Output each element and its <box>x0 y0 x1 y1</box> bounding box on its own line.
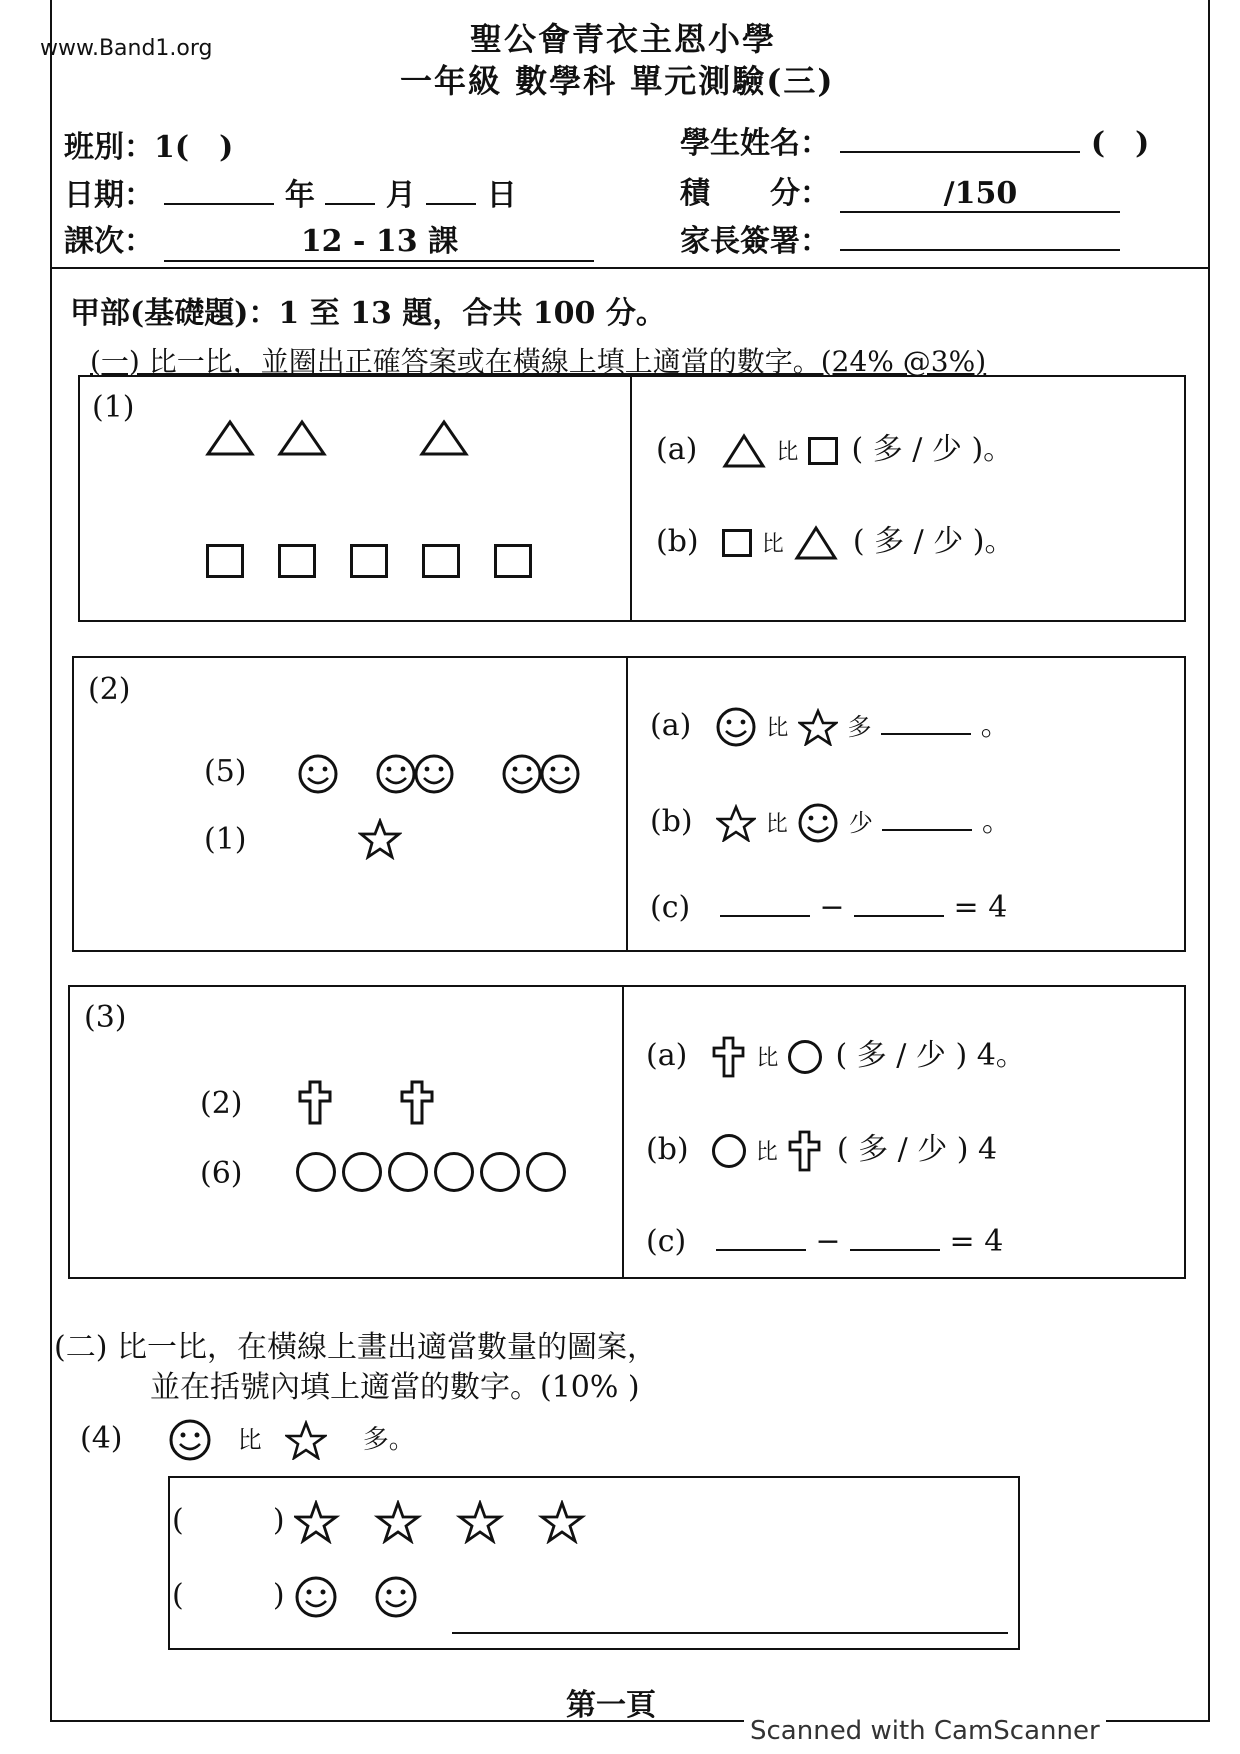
date-label: 日期： <box>64 178 154 213</box>
q2c-blank-2[interactable] <box>854 915 944 917</box>
triangle-icon <box>208 422 252 454</box>
q2b-less: 少 <box>848 809 873 837</box>
month-label: 月 <box>385 178 416 213</box>
q2b-compare: 比 <box>765 812 788 837</box>
star-icon <box>378 1503 418 1541</box>
parent-signature-label: 家長簽署： <box>680 224 830 259</box>
circle-icon <box>526 1152 566 1192</box>
star-icon <box>296 1503 336 1541</box>
student-number-paren: ( ) <box>1090 126 1150 161</box>
q2c-label: (c) <box>650 890 691 925</box>
q1-divider <box>630 376 632 621</box>
score-value: /150 <box>840 176 1120 213</box>
circle-icon <box>388 1152 428 1192</box>
cross-icon <box>711 1036 747 1078</box>
q1a-compare: 比 <box>776 440 799 465</box>
q2a-period: 。 <box>980 708 1011 743</box>
q1b-compare: 比 <box>761 532 784 557</box>
smiley-icon <box>416 756 452 792</box>
day-blank[interactable] <box>426 203 476 205</box>
q4-smiley-row <box>172 1574 424 1620</box>
q3a-compare: 比 <box>756 1046 779 1071</box>
square-icon <box>808 437 838 465</box>
square-icon <box>206 544 244 578</box>
q2a-compare: 比 <box>766 716 789 741</box>
q2c-blank-1[interactable] <box>720 915 810 917</box>
watermark: www.Band1.org <box>40 36 213 61</box>
cross-icon <box>402 1082 432 1123</box>
triangle-icon <box>280 422 324 454</box>
lesson-label: 課次： <box>64 224 154 259</box>
q2-number: (2) <box>88 672 131 707</box>
q4-compare: 比 <box>237 1426 262 1454</box>
q2a-row <box>650 700 1011 748</box>
square-icon <box>278 544 316 578</box>
q1b-row <box>656 516 1015 562</box>
smiley-icon <box>297 1578 335 1616</box>
square-icon <box>422 544 460 578</box>
part-a-heading: 甲部(基礎題)：1 至 13 題，合共 100 分。 <box>70 296 666 331</box>
q3-row2-count: (6) <box>200 1156 243 1191</box>
parent-signature-blank[interactable] <box>840 249 1120 251</box>
circle-icon <box>434 1152 474 1192</box>
q4-paren-close-1: ) <box>272 1503 285 1538</box>
q2c-minus: − <box>819 890 845 925</box>
q2b-blank[interactable] <box>882 829 972 831</box>
day-label: 日 <box>486 178 517 213</box>
q4-star-row <box>172 1500 594 1544</box>
month-blank[interactable] <box>325 203 375 205</box>
smiley-icon <box>715 706 757 748</box>
triangle-icon <box>422 422 466 454</box>
section1-heading: (一) 比一比，並圈出正確答案或在橫線上填上適當的數字。(24% @3%) <box>90 345 987 378</box>
q2a-more: 多 <box>847 713 872 741</box>
star-icon <box>716 804 756 842</box>
q1a-row <box>656 424 1013 470</box>
q4-paren-close-2: ) <box>272 1578 285 1613</box>
q3a-row <box>646 1030 1026 1078</box>
header-divider <box>50 267 1210 269</box>
q3-number: (3) <box>84 1000 127 1035</box>
q4-smileys <box>294 1574 424 1620</box>
page-number: 第一頁 <box>566 1688 656 1723</box>
student-row <box>680 118 1149 162</box>
q2a-blank[interactable] <box>881 733 971 735</box>
q3c-row <box>646 1224 1003 1259</box>
triangle-icon <box>793 524 839 562</box>
section2-heading-line1: (二) 比一比，在橫線上畫出適當數量的圖案， <box>54 1330 657 1365</box>
q2c-row <box>650 890 1007 925</box>
student-name-blank[interactable] <box>840 151 1080 153</box>
q3b-row <box>646 1124 997 1172</box>
q3b-compare: 比 <box>755 1140 778 1165</box>
lesson-value: 12 - 13 課 <box>164 216 594 262</box>
q4-prompt <box>80 1418 415 1462</box>
square-icon <box>350 544 388 578</box>
smiley-icon <box>300 756 336 792</box>
circle-icon <box>296 1152 336 1192</box>
q3b-label: (b) <box>646 1132 689 1167</box>
star-icon <box>358 818 402 860</box>
star-icon <box>460 1503 500 1541</box>
q3c-minus: − <box>815 1224 841 1259</box>
q2-box <box>72 656 1186 952</box>
q3-row1-count: (2) <box>200 1086 243 1121</box>
q3c-blank-2[interactable] <box>850 1249 940 1251</box>
school-name: 聖公會青衣主恩小學 <box>470 20 777 58</box>
cross-icon <box>300 1082 330 1123</box>
date-row <box>64 170 517 214</box>
camscanner-label: Scanned with CamScanner <box>744 1716 1106 1746</box>
q1a-label: (a) <box>656 432 698 467</box>
q2-smileys <box>296 752 606 798</box>
q4-paren-open-2: ( <box>172 1578 184 1613</box>
q4-number: (4) <box>80 1421 123 1456</box>
smiley-icon <box>542 756 578 792</box>
q1-number: (1) <box>92 390 135 425</box>
smiley-icon <box>168 1418 212 1462</box>
q1b-label: (b) <box>656 524 699 559</box>
section2-heading-line2: 並在括號內填上適當的數字。(10% ) <box>150 1370 640 1405</box>
student-label: 學生姓名： <box>680 126 830 161</box>
exam-title: 一年級 數學科 單元測驗(三) <box>400 62 835 100</box>
q1-box <box>78 375 1186 622</box>
q3c-blank-1[interactable] <box>716 1249 806 1251</box>
q3-divider <box>622 986 624 1278</box>
circle-icon <box>712 1134 746 1168</box>
q1b-options[interactable]: ( 多 / 少 )。 <box>852 524 1015 559</box>
lesson-row <box>64 216 594 262</box>
q4-paren-open-1: ( <box>172 1503 184 1538</box>
smiley-icon <box>504 756 540 792</box>
star-icon <box>285 1420 327 1460</box>
page-right-border <box>1208 0 1210 1720</box>
smiley-icon <box>378 756 414 792</box>
star-icon <box>542 1503 582 1541</box>
smiley-icon <box>797 802 839 844</box>
q3-crosses <box>296 1080 446 1126</box>
q3c-label: (c) <box>646 1224 687 1259</box>
q3b-options[interactable]: ( 多 / 少 ) 4 <box>836 1132 998 1167</box>
q2b-period: 。 <box>981 804 1012 839</box>
circle-icon <box>788 1040 822 1074</box>
score-row <box>680 168 1120 213</box>
cross-icon <box>787 1130 823 1172</box>
page-left-border <box>50 0 52 1720</box>
class-label: 班別：1( ) <box>64 130 234 165</box>
smiley-icon <box>377 1578 415 1616</box>
score-label: 積 分： <box>680 176 830 211</box>
year-label: 年 <box>284 178 315 213</box>
year-blank[interactable] <box>164 203 274 205</box>
q2b-label: (b) <box>650 804 693 839</box>
q1-triangles <box>200 418 480 458</box>
square-icon <box>722 529 752 557</box>
square-icon <box>494 544 532 578</box>
q3c-equals: = 4 <box>949 1224 1004 1259</box>
q2b-row <box>650 796 1012 844</box>
q3a-options[interactable]: ( 多 / 少 ) 4。 <box>835 1038 1026 1073</box>
q2c-equals: = 4 <box>953 890 1008 925</box>
q2a-label: (a) <box>650 708 692 743</box>
parent-row <box>680 216 1120 260</box>
q3a-label: (a) <box>646 1038 688 1073</box>
q4-draw-line[interactable] <box>452 1632 1008 1634</box>
q2-row2-count: (1) <box>204 822 247 857</box>
q2-divider <box>626 657 628 951</box>
q4-stars <box>294 1500 594 1544</box>
circle-icon <box>480 1152 520 1192</box>
triangle-icon <box>721 432 767 470</box>
q1a-options[interactable]: ( 多 / 少 )。 <box>851 432 1014 467</box>
q2-row1-count: (5) <box>204 754 247 789</box>
star-icon <box>798 708 838 746</box>
circle-icon <box>342 1152 382 1192</box>
q4-more: 多。 <box>362 1425 415 1455</box>
